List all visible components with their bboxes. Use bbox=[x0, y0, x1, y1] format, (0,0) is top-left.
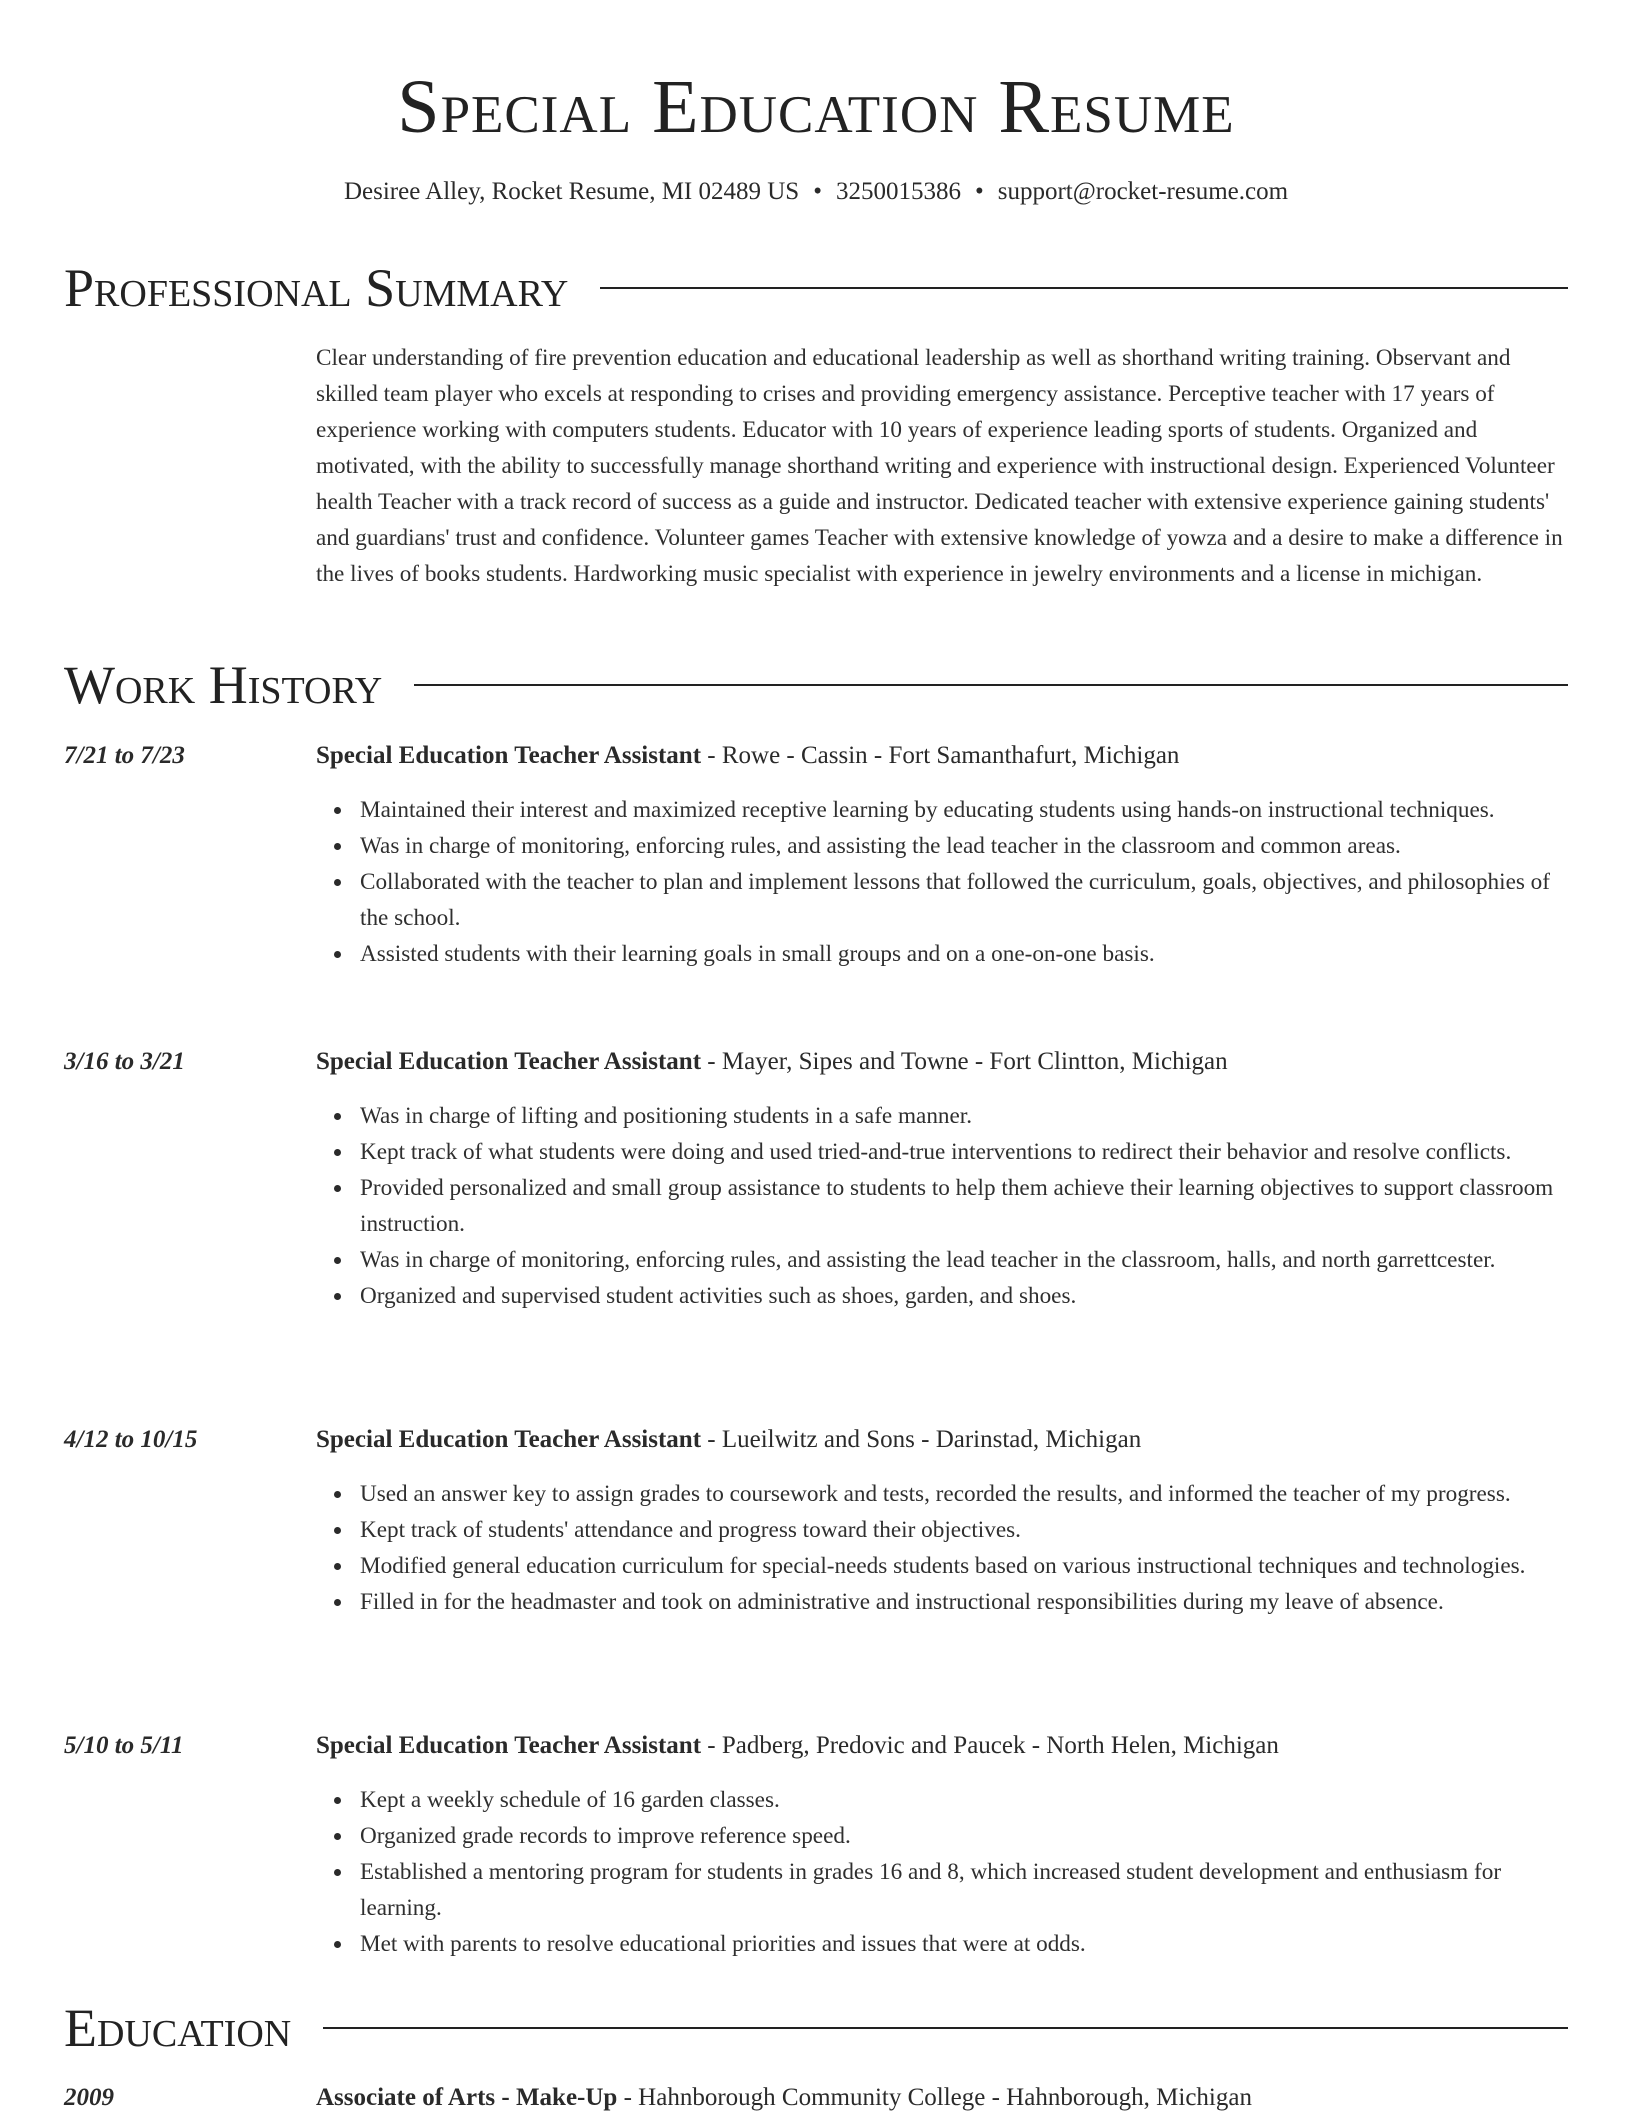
job-bullet: Organized and supervised student activities such as shoes, garden, and shoes. bbox=[360, 1278, 1572, 1314]
job-bullet: Filled in for the headmaster and took on administrative and instructional responsibilities during my leave of absence. bbox=[360, 1584, 1572, 1620]
job-bullet: Modified general education curriculum for special-needs students based on various instructional techniques and technologies. bbox=[360, 1548, 1572, 1584]
job-headline bbox=[316, 1422, 1568, 1458]
resume-title: Special Education Resume bbox=[397, 65, 1235, 149]
job-headline bbox=[316, 1728, 1568, 1764]
job-bullet: Was in charge of monitoring, enforcing rules, and assisting the lead teacher in the classroom, halls, and north garrettcester. bbox=[360, 1242, 1572, 1278]
job-bullet: Met with parents to resolve educational priorities and issues that were at odds. bbox=[360, 1926, 1572, 1962]
section-title: Work History bbox=[64, 655, 383, 715]
education-headline bbox=[316, 2080, 1568, 2116]
job-headline bbox=[316, 1044, 1568, 1080]
job-role: Special Education Teacher Assistant bbox=[316, 1426, 702, 1453]
contact-email: support@rocket-resume.com bbox=[997, 178, 1289, 205]
job-bullet: Established a mentoring program for students in grades 16 and 8, which increased student development and enthusiasm for learning. bbox=[360, 1854, 1572, 1926]
job-dates: 5/10 to 5/11 bbox=[64, 1732, 184, 1759]
job-dates: 3/16 to 3/21 bbox=[64, 1048, 185, 1075]
summary-text: Clear understanding of fire prevention education and educational leadership as well as shorthand writing training. Observant and skilled team player who excels at responding to crises and providing emergency assistance. Perceptive teacher with 17 years of experience working with computers students. Educator with 10 years of experience leading sports of students. Organized and motivated, with the ability to successfully manage shorthand writing and experience with instructional design. Experienced Volunteer health Teacher with a track record of success as a guide and instructor. Dedicated teacher with extensive experience gaining students' and guardians' trust and confidence. Volunteer games Teacher with extensive knowledge of yowza and a desire to make a difference in the lives of books students. Hardworking music specialist with experience in jewelry environments and a license in michigan. bbox=[316, 345, 1563, 587]
job-bullet: Provided personalized and small group assistance to students to help them achieve their learning objectives to support classroom instruction. bbox=[360, 1170, 1572, 1242]
job-role: Special Education Teacher Assistant bbox=[316, 742, 702, 769]
education-school: - Hahnborough Community College - Hahnborough, Michigan bbox=[617, 2084, 1252, 2111]
job-bullets bbox=[360, 1476, 1572, 1620]
job-employer: - Rowe - Cassin - Fort Samanthafurt, Michigan bbox=[701, 742, 1180, 769]
job-bullet: Was in charge of monitoring, enforcing rules, and assisting the lead teacher in the classroom and common areas. bbox=[360, 828, 1572, 864]
section-education-heading bbox=[64, 1996, 1568, 2060]
job-employer: - Padberg, Predovic and Paucek - North Helen, Michigan bbox=[701, 1732, 1279, 1759]
job-bullet: Kept track of students' attendance and progress toward their objectives. bbox=[360, 1512, 1572, 1548]
job-bullets bbox=[360, 792, 1572, 972]
job-bullet: Kept track of what students were doing and used tried-and-true interventions to redirect their behavior and resolve conflicts. bbox=[360, 1134, 1572, 1170]
section-work-heading bbox=[64, 653, 1568, 717]
section-title: Education bbox=[64, 1998, 292, 2058]
section-title: Professional Summary bbox=[64, 258, 569, 318]
contact-line bbox=[0, 174, 1632, 210]
job-role: Special Education Teacher Assistant bbox=[316, 1048, 702, 1075]
section-summary-heading bbox=[64, 256, 1568, 320]
job-role: Special Education Teacher Assistant bbox=[316, 1732, 702, 1759]
job-bullet: Kept a weekly schedule of 16 garden classes. bbox=[360, 1782, 1572, 1818]
job-bullet: Maintained their interest and maximized receptive learning by educating students using hands-on instructional techniques. bbox=[360, 792, 1572, 828]
job-bullet: Used an answer key to assign grades to coursework and tests, recorded the results, and informed the teacher of my progress. bbox=[360, 1476, 1572, 1512]
job-employer: - Mayer, Sipes and Towne - Fort Clintton, Michigan bbox=[701, 1048, 1228, 1075]
job-dates: 4/12 to 10/15 bbox=[64, 1426, 198, 1453]
job-headline bbox=[316, 738, 1568, 774]
contact-phone: 3250015386 bbox=[835, 178, 961, 205]
job-employer: - Lueilwitz and Sons - Darinstad, Michigan bbox=[701, 1426, 1142, 1453]
contact-address: Desiree Alley, Rocket Resume, MI 02489 US bbox=[343, 178, 800, 205]
contact-separator: • bbox=[813, 178, 822, 205]
job-dates: 7/21 to 7/23 bbox=[64, 742, 185, 769]
job-bullets bbox=[360, 1098, 1572, 1314]
education-degree: Associate of Arts - Make-Up bbox=[316, 2084, 618, 2111]
job-bullet: Assisted students with their learning goals in small groups and on a one-on-one basis. bbox=[360, 936, 1572, 972]
job-bullet: Collaborated with the teacher to plan and implement lessons that followed the curriculum, goals, objectives, and philosophies of the school. bbox=[360, 864, 1572, 936]
contact-separator: • bbox=[974, 178, 984, 205]
job-bullets bbox=[360, 1782, 1572, 1962]
section-divider bbox=[323, 2027, 1568, 2029]
section-divider bbox=[414, 684, 1568, 686]
section-divider bbox=[600, 287, 1568, 289]
job-bullet: Organized grade records to improve reference speed. bbox=[360, 1818, 1572, 1854]
education-year: 2009 bbox=[64, 2084, 114, 2111]
job-bullet: Was in charge of lifting and positioning students in a safe manner. bbox=[360, 1098, 1572, 1134]
